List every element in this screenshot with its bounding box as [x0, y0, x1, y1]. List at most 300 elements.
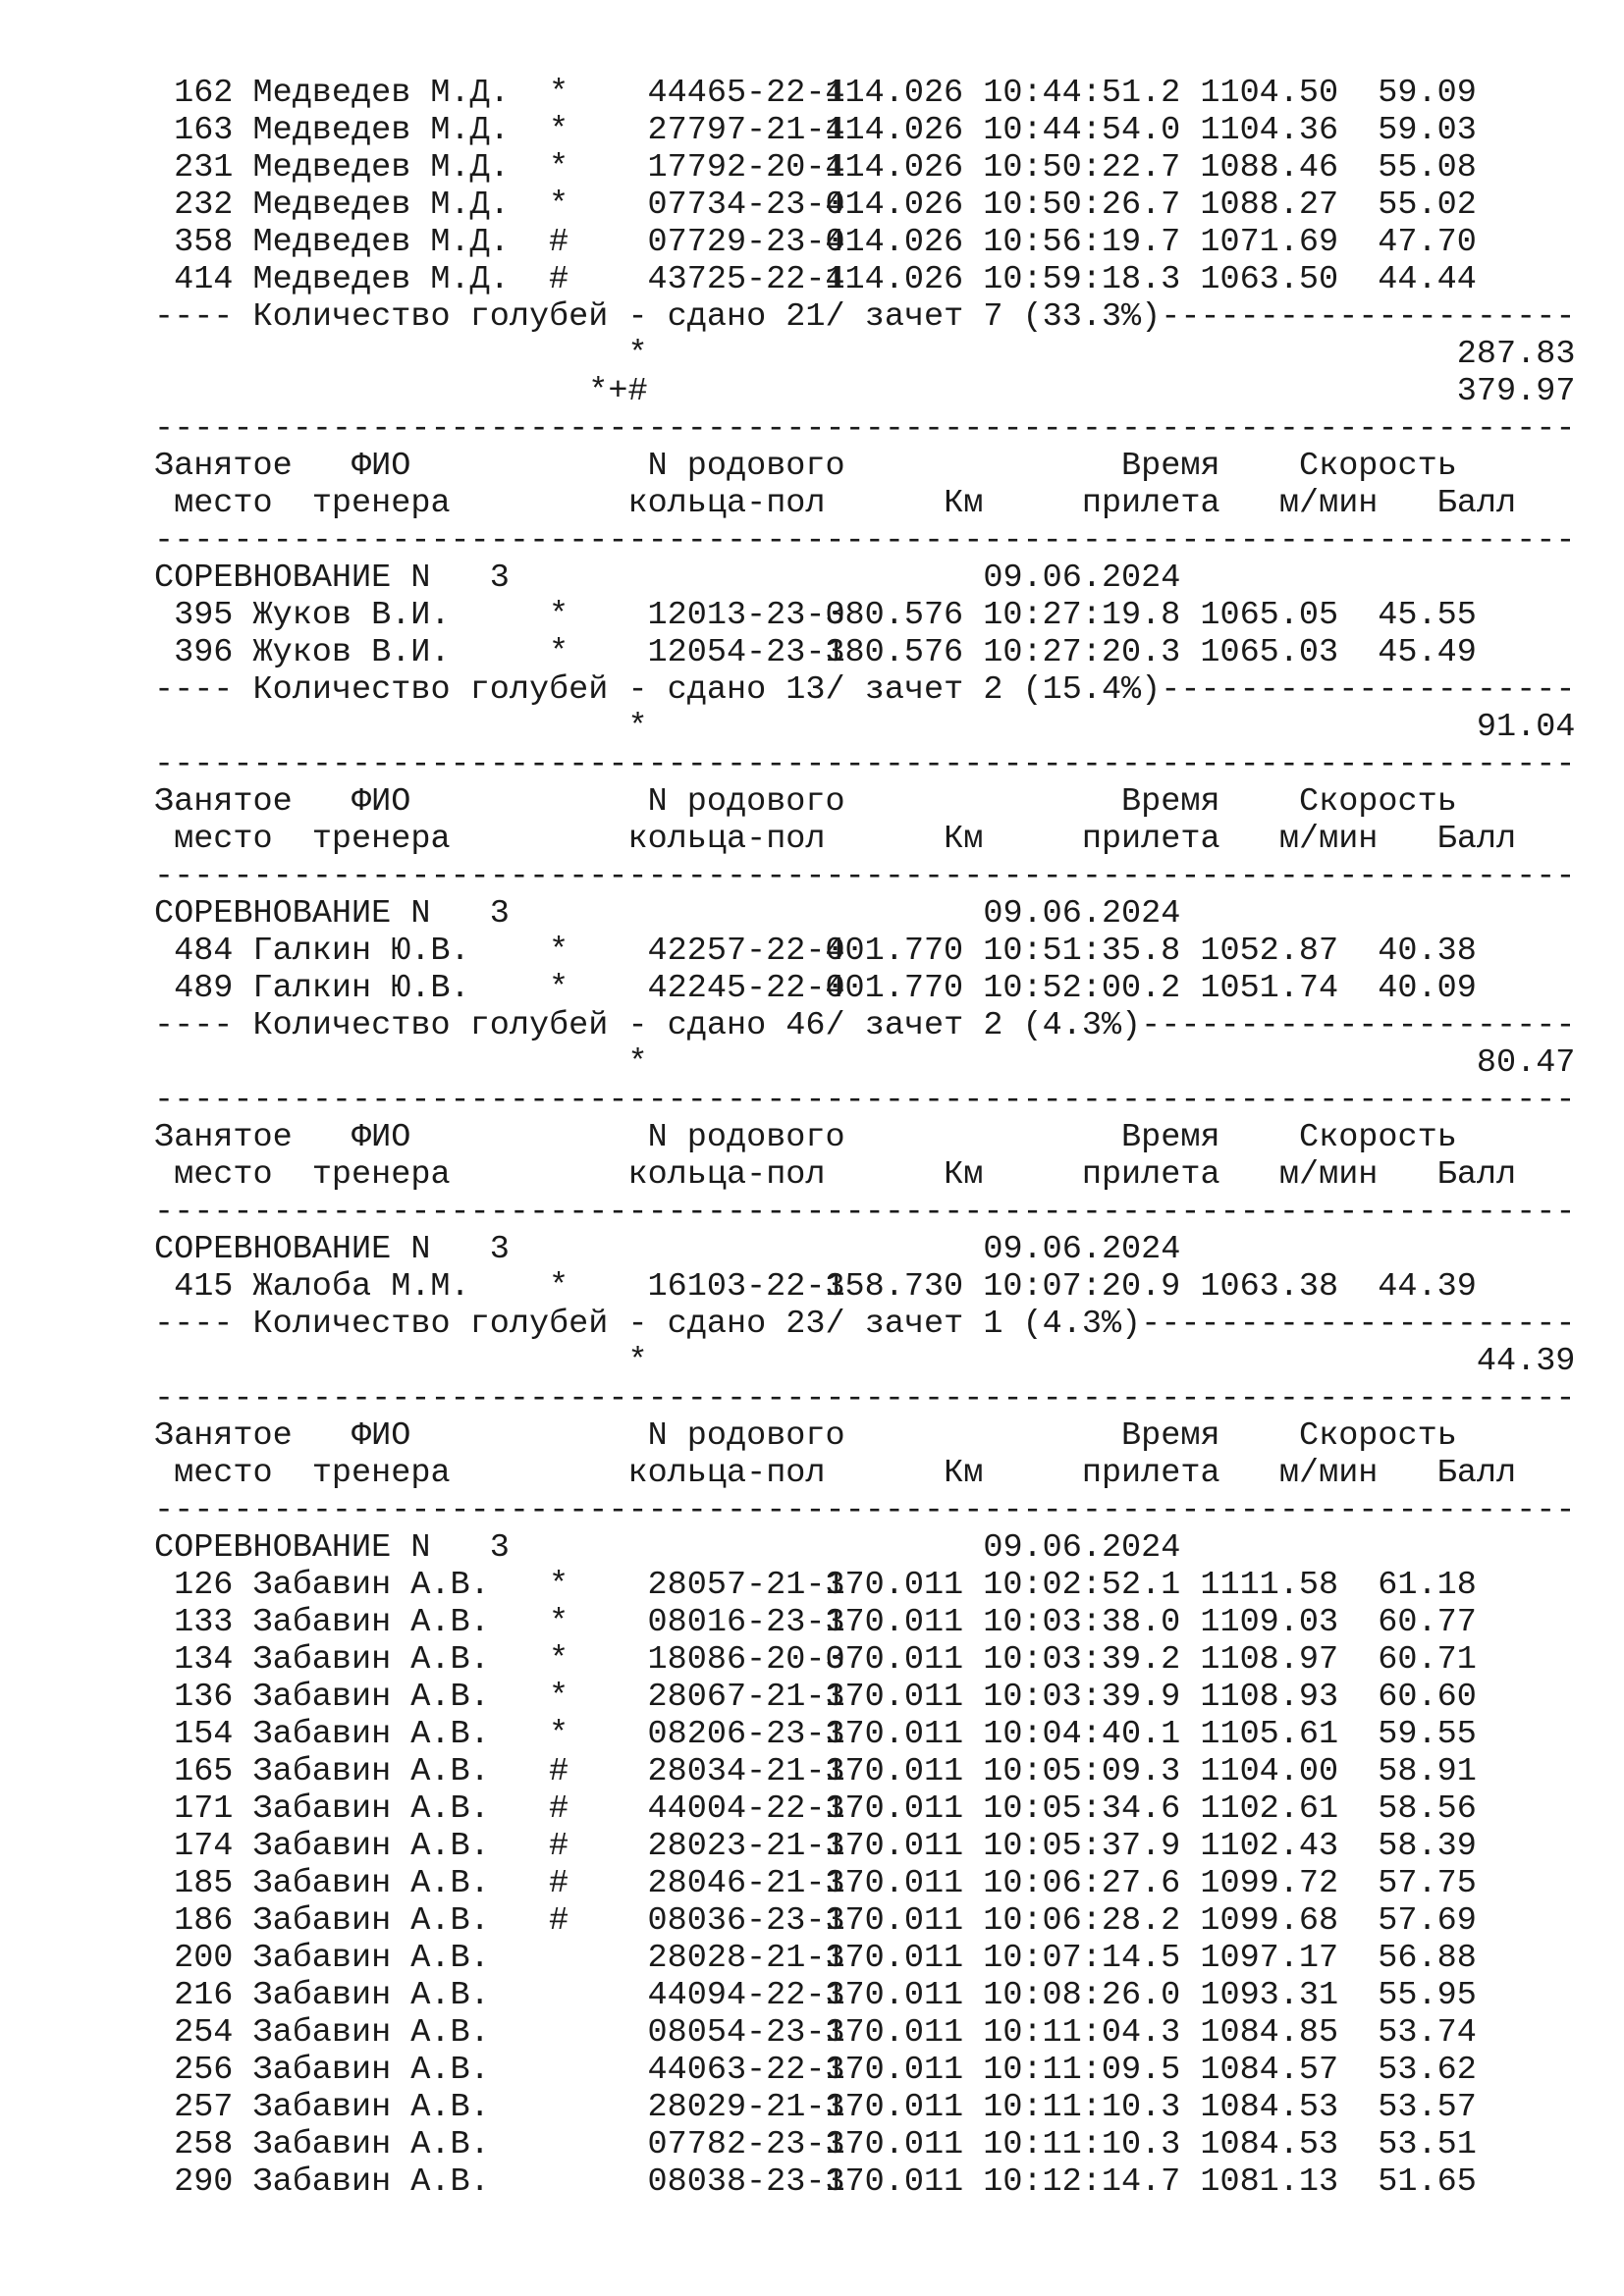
place-cell: 174 — [174, 1828, 234, 1865]
trainer-name-cell: Медведев М.Д. — [252, 112, 510, 149]
distance-cell: 414.026 — [825, 261, 964, 298]
table-row — [154, 597, 1575, 634]
trainer-name-cell: Забавин А.В. — [252, 2163, 490, 2201]
speed-cell: 1104.50 — [1200, 75, 1339, 112]
table-row — [154, 1940, 1575, 1977]
column-header-top: Занятое ФИО N родового Время Скорость — [154, 1119, 1457, 1156]
gap — [233, 1977, 252, 2014]
gap — [233, 1268, 252, 1306]
speed-cell: 1109.03 — [1200, 1604, 1339, 1641]
distance-cell: 370.011 — [825, 2089, 964, 2126]
total-label: * — [154, 336, 648, 373]
speed-cell: 1111.58 — [1200, 1567, 1339, 1604]
speed-cell: 1081.13 — [1200, 2163, 1339, 2201]
trainer-name-cell: Забавин А.В. — [252, 2052, 490, 2089]
place-cell: 290 — [174, 2163, 234, 2201]
distance-cell: 401.770 — [825, 933, 964, 970]
summary-line: ---- Количество голубей - сдано 21/ зачет 7 (33.3%)--------------------- — [154, 298, 1576, 336]
arrival-time-cell: 10:27:19.8 — [983, 597, 1181, 634]
score-cell: 57.75 — [1378, 1865, 1477, 1902]
trainer-name-cell: Жуков В.И. — [252, 597, 451, 634]
total-line — [154, 1343, 1575, 1380]
place-cell: 415 — [174, 1268, 234, 1306]
ring-number-cell: 12013-23-0 — [588, 597, 845, 634]
place-cell: 254 — [174, 2014, 234, 2052]
mark-cell: # — [509, 224, 569, 261]
ring-number-cell: 28046-21-1 — [588, 1865, 845, 1902]
ring-number-cell: 17792-20-1 — [588, 149, 845, 187]
mark-cell: * — [509, 1641, 569, 1679]
score-cell: 60.60 — [1378, 1679, 1477, 1716]
ring-number-cell: 28029-21-1 — [588, 2089, 845, 2126]
table-row — [154, 2089, 1575, 2126]
total-line — [154, 709, 1575, 746]
trainer-name-cell: Забавин А.В. — [252, 1604, 490, 1641]
summary-line: ---- Количество голубей - сдано 23/ зачет 1 (4.3%)---------------------- — [154, 1306, 1576, 1343]
arrival-time-cell: 10:04:40.1 — [983, 1716, 1181, 1753]
separator-rule: ------------------------------------------------------------------------ — [154, 1194, 1576, 1231]
speed-cell: 1093.31 — [1200, 1977, 1339, 2014]
speed-cell: 1099.68 — [1200, 1902, 1339, 1940]
score-cell: 44.44 — [1378, 261, 1477, 298]
ring-number-cell: 44094-22-1 — [588, 1977, 845, 2014]
place-cell: 186 — [174, 1902, 234, 1940]
total-label: *+# — [154, 373, 648, 410]
trainer-name-cell: Забавин А.В. — [252, 1940, 490, 1977]
competition-line: СОРЕВНОВАНИЕ N 3 09.06.2024 — [154, 895, 1181, 933]
ring-number-cell: 44004-22-1 — [588, 1790, 845, 1828]
table-row — [154, 970, 1575, 1007]
score-cell: 45.55 — [1378, 597, 1477, 634]
place-cell: 484 — [174, 933, 234, 970]
table-row — [154, 1902, 1575, 1940]
speed-cell: 1088.46 — [1200, 149, 1339, 187]
place-cell: 257 — [174, 2089, 234, 2126]
score-cell: 58.56 — [1378, 1790, 1477, 1828]
gap — [233, 1604, 252, 1641]
trainer-name-cell: Забавин А.В. — [252, 1865, 490, 1902]
distance-cell: 414.026 — [825, 224, 964, 261]
trainer-name-cell: Забавин А.В. — [252, 1716, 490, 1753]
distance-cell: 370.011 — [825, 2014, 964, 2052]
mark-cell: * — [509, 149, 569, 187]
score-cell: 58.39 — [1378, 1828, 1477, 1865]
gap — [233, 1790, 252, 1828]
table-row — [154, 2126, 1575, 2163]
arrival-time-cell: 10:08:26.0 — [983, 1977, 1181, 2014]
arrival-time-cell: 10:02:52.1 — [983, 1567, 1181, 1604]
trainer-name-cell: Забавин А.В. — [252, 1977, 490, 2014]
table-row — [154, 1679, 1575, 1716]
competition-line: СОРЕВНОВАНИЕ N 3 09.06.2024 — [154, 1231, 1181, 1268]
ring-number-cell: 08016-23-1 — [588, 1604, 845, 1641]
distance-cell: 358.730 — [825, 1268, 964, 1306]
table-row — [154, 634, 1575, 671]
distance-cell: 370.011 — [825, 1865, 964, 1902]
arrival-time-cell: 10:11:04.3 — [983, 2014, 1181, 2052]
place-cell: 165 — [174, 1753, 234, 1790]
distance-cell: 370.011 — [825, 1679, 964, 1716]
separator-rule: ------------------------------------------------------------------------ — [154, 746, 1576, 783]
arrival-time-cell: 10:05:09.3 — [983, 1753, 1181, 1790]
place-cell: 126 — [174, 1567, 234, 1604]
competition-line: СОРЕВНОВАНИЕ N 3 09.06.2024 — [154, 560, 1181, 597]
mark-cell: * — [509, 933, 569, 970]
trainer-name-cell: Забавин А.В. — [252, 1828, 490, 1865]
place-cell: 154 — [174, 1716, 234, 1753]
speed-cell: 1104.36 — [1200, 112, 1339, 149]
distance-cell: 370.011 — [825, 1940, 964, 1977]
summary-line: ---- Количество голубей - сдано 13/ зачет 2 (15.4%)--------------------- — [154, 671, 1576, 709]
mark-cell: # — [509, 1790, 569, 1828]
trainer-name-cell: Медведев М.Д. — [252, 224, 510, 261]
place-cell: 396 — [174, 634, 234, 671]
distance-cell: 414.026 — [825, 149, 964, 187]
speed-cell: 1063.50 — [1200, 261, 1339, 298]
score-cell: 45.49 — [1378, 634, 1477, 671]
place-cell: 200 — [174, 1940, 234, 1977]
score-cell: 53.62 — [1378, 2052, 1477, 2089]
speed-cell: 1102.61 — [1200, 1790, 1339, 1828]
mark-cell: * — [509, 634, 569, 671]
total-label: * — [154, 1343, 648, 1380]
score-cell: 59.09 — [1378, 75, 1477, 112]
distance-cell: 370.011 — [825, 1753, 964, 1790]
column-header-bottom: место тренера кольца-пол Км прилета м/мин Балл — [154, 485, 1517, 522]
arrival-time-cell: 10:50:26.7 — [983, 187, 1181, 224]
gap — [233, 634, 252, 671]
gap — [233, 112, 252, 149]
table-row — [154, 1567, 1575, 1604]
place-cell: 395 — [174, 597, 234, 634]
speed-cell: 1104.00 — [1200, 1753, 1339, 1790]
ring-number-cell: 08054-23-1 — [588, 2014, 845, 2052]
gap — [233, 2089, 252, 2126]
arrival-time-cell: 10:27:20.3 — [983, 634, 1181, 671]
mark-cell: * — [509, 1268, 569, 1306]
arrival-time-cell: 10:50:22.7 — [983, 149, 1181, 187]
ring-number-cell: 42257-22-0 — [588, 933, 845, 970]
table-row — [154, 187, 1575, 224]
place-cell: 185 — [174, 1865, 234, 1902]
speed-cell: 1052.87 — [1200, 933, 1339, 970]
total-line — [154, 1044, 1575, 1082]
ring-number-cell: 16103-22-1 — [588, 1268, 845, 1306]
mark-cell: * — [509, 1716, 569, 1753]
gap — [233, 149, 252, 187]
total-value: 287.83 — [1456, 336, 1576, 373]
table-row — [154, 149, 1575, 187]
arrival-time-cell: 10:07:20.9 — [983, 1268, 1181, 1306]
arrival-time-cell: 10:07:14.5 — [983, 1940, 1181, 1977]
mark-cell: * — [509, 1679, 569, 1716]
score-cell: 55.02 — [1378, 187, 1477, 224]
table-row — [154, 1977, 1575, 2014]
mark-cell: * — [509, 112, 569, 149]
trainer-name-cell: Забавин А.В. — [252, 1790, 490, 1828]
table-row — [154, 1865, 1575, 1902]
gap — [233, 187, 252, 224]
gap — [233, 1641, 252, 1679]
mark-cell: * — [509, 1567, 569, 1604]
distance-cell: 414.026 — [825, 75, 964, 112]
trainer-name-cell: Забавин А.В. — [252, 1641, 490, 1679]
arrival-time-cell: 10:52:00.2 — [983, 970, 1181, 1007]
distance-cell: 370.011 — [825, 1977, 964, 2014]
arrival-time-cell: 10:05:37.9 — [983, 1828, 1181, 1865]
trainer-name-cell: Жалоба М.М. — [252, 1268, 470, 1306]
arrival-time-cell: 10:03:39.2 — [983, 1641, 1181, 1679]
total-value: 44.39 — [1476, 1343, 1576, 1380]
distance-cell: 370.011 — [825, 1828, 964, 1865]
score-cell: 59.03 — [1378, 112, 1477, 149]
place-cell: 162 — [174, 75, 234, 112]
score-cell: 44.39 — [1378, 1268, 1477, 1306]
score-cell: 53.74 — [1378, 2014, 1477, 2052]
trainer-name-cell: Забавин А.В. — [252, 1902, 490, 1940]
table-row — [154, 1790, 1575, 1828]
table-row — [154, 261, 1575, 298]
ring-number-cell: 43725-22-1 — [588, 261, 845, 298]
score-cell: 58.91 — [1378, 1753, 1477, 1790]
ring-number-cell: 28028-21-1 — [588, 1940, 845, 1977]
gap — [233, 261, 252, 298]
speed-cell: 1084.85 — [1200, 2014, 1339, 2052]
place-cell: 414 — [174, 261, 234, 298]
total-line — [154, 373, 1575, 410]
trainer-name-cell: Забавин А.В. — [252, 1753, 490, 1790]
ring-number-cell: 28057-21-1 — [588, 1567, 845, 1604]
place-cell: 489 — [174, 970, 234, 1007]
table-row — [154, 75, 1575, 112]
trainer-name-cell: Забавин А.В. — [252, 1567, 490, 1604]
mark-cell: * — [509, 1604, 569, 1641]
distance-cell: 401.770 — [825, 970, 964, 1007]
place-cell: 136 — [174, 1679, 234, 1716]
table-row — [154, 2163, 1575, 2201]
ring-number-cell: 12054-23-1 — [588, 634, 845, 671]
mark-cell: * — [509, 75, 569, 112]
place-cell: 134 — [174, 1641, 234, 1679]
distance-cell: 370.011 — [825, 1567, 964, 1604]
place-cell: 216 — [174, 1977, 234, 2014]
mark-cell: # — [509, 1753, 569, 1790]
gap — [233, 1753, 252, 1790]
trainer-name-cell: Забавин А.В. — [252, 2014, 490, 2052]
arrival-time-cell: 10:06:28.2 — [983, 1902, 1181, 1940]
column-header-bottom: место тренера кольца-пол Км прилета м/мин Балл — [154, 1156, 1517, 1194]
table-row — [154, 933, 1575, 970]
gap — [233, 224, 252, 261]
ring-number-cell: 44465-22-1 — [588, 75, 845, 112]
distance-cell: 370.011 — [825, 2052, 964, 2089]
ring-number-cell: 07729-23-0 — [588, 224, 845, 261]
total-value: 91.04 — [1476, 709, 1576, 746]
ring-number-cell: 08038-23-1 — [588, 2163, 845, 2201]
ring-number-cell: 07734-23-0 — [588, 187, 845, 224]
speed-cell: 1071.69 — [1200, 224, 1339, 261]
trainer-name-cell: Медведев М.Д. — [252, 149, 510, 187]
arrival-time-cell: 10:51:35.8 — [983, 933, 1181, 970]
arrival-time-cell: 10:11:10.3 — [983, 2089, 1181, 2126]
score-cell: 59.55 — [1378, 1716, 1477, 1753]
column-header-bottom: место тренера кольца-пол Км прилета м/мин Балл — [154, 1455, 1517, 1492]
trainer-name-cell: Жуков В.И. — [252, 634, 451, 671]
table-row — [154, 1716, 1575, 1753]
gap — [233, 1716, 252, 1753]
distance-cell: 414.026 — [825, 112, 964, 149]
table-row — [154, 2014, 1575, 2052]
arrival-time-cell: 10:12:14.7 — [983, 2163, 1181, 2201]
place-cell: 232 — [174, 187, 234, 224]
column-header-top: Занятое ФИО N родового Время Скорость — [154, 783, 1457, 821]
distance-cell: 380.576 — [825, 597, 964, 634]
trainer-name-cell: Медведев М.Д. — [252, 75, 510, 112]
gap — [233, 1828, 252, 1865]
trainer-name-cell: Медведев М.Д. — [252, 187, 510, 224]
trainer-name-cell: Галкин Ю.В. — [252, 970, 470, 1007]
separator-rule: ------------------------------------------------------------------------ — [154, 522, 1576, 560]
table-row — [154, 1828, 1575, 1865]
score-cell: 57.69 — [1378, 1902, 1477, 1940]
speed-cell: 1084.53 — [1200, 2089, 1339, 2126]
arrival-time-cell: 10:44:51.2 — [983, 75, 1181, 112]
place-cell: 133 — [174, 1604, 234, 1641]
distance-cell: 370.011 — [825, 1790, 964, 1828]
ring-number-cell: 28034-21-1 — [588, 1753, 845, 1790]
pigeon-race-report — [154, 75, 1575, 2201]
place-cell: 163 — [174, 112, 234, 149]
score-cell: 40.09 — [1378, 970, 1477, 1007]
speed-cell: 1108.93 — [1200, 1679, 1339, 1716]
distance-cell: 370.011 — [825, 1604, 964, 1641]
table-row — [154, 2052, 1575, 2089]
total-label: * — [154, 1044, 648, 1082]
arrival-time-cell: 10:59:18.3 — [983, 261, 1181, 298]
ring-number-cell: 28023-21-1 — [588, 1828, 845, 1865]
summary-line: ---- Количество голубей - сдано 46/ зачет 2 (4.3%)---------------------- — [154, 1007, 1576, 1044]
score-cell: 53.51 — [1378, 2126, 1477, 2163]
arrival-time-cell: 10:11:10.3 — [983, 2126, 1181, 2163]
arrival-time-cell: 10:03:38.0 — [983, 1604, 1181, 1641]
ring-number-cell: 07782-23-1 — [588, 2126, 845, 2163]
speed-cell: 1088.27 — [1200, 187, 1339, 224]
gap — [233, 2126, 252, 2163]
score-cell: 47.70 — [1378, 224, 1477, 261]
gap — [233, 970, 252, 1007]
column-header-top: Занятое ФИО N родового Время Скорость — [154, 1417, 1457, 1455]
arrival-time-cell: 10:56:19.7 — [983, 224, 1181, 261]
gap — [233, 2014, 252, 2052]
score-cell: 51.65 — [1378, 2163, 1477, 2201]
speed-cell: 1084.57 — [1200, 2052, 1339, 2089]
ring-number-cell: 42245-22-0 — [588, 970, 845, 1007]
table-row — [154, 112, 1575, 149]
ring-number-cell: 44063-22-1 — [588, 2052, 845, 2089]
separator-rule: ------------------------------------------------------------------------ — [154, 1492, 1576, 1529]
distance-cell: 370.011 — [825, 1716, 964, 1753]
trainer-name-cell: Забавин А.В. — [252, 2089, 490, 2126]
table-row — [154, 1641, 1575, 1679]
gap — [233, 75, 252, 112]
speed-cell: 1065.03 — [1200, 634, 1339, 671]
trainer-name-cell: Медведев М.Д. — [252, 261, 510, 298]
place-cell: 358 — [174, 224, 234, 261]
trainer-name-cell: Забавин А.В. — [252, 2126, 490, 2163]
score-cell: 53.57 — [1378, 2089, 1477, 2126]
ring-number-cell: 08206-23-1 — [588, 1716, 845, 1753]
speed-cell: 1099.72 — [1200, 1865, 1339, 1902]
score-cell: 40.38 — [1378, 933, 1477, 970]
ring-number-cell: 08036-23-1 — [588, 1902, 845, 1940]
place-cell: 231 — [174, 149, 234, 187]
distance-cell: 370.011 — [825, 2163, 964, 2201]
trainer-name-cell: Забавин А.В. — [252, 1679, 490, 1716]
mark-cell: # — [509, 1902, 569, 1940]
mark-cell: # — [509, 261, 569, 298]
total-value: 379.97 — [1456, 373, 1576, 410]
gap — [233, 2163, 252, 2201]
gap — [233, 2052, 252, 2089]
mark-cell: * — [509, 597, 569, 634]
column-header-bottom: место тренера кольца-пол Км прилета м/мин Балл — [154, 821, 1517, 858]
arrival-time-cell: 10:44:54.0 — [983, 112, 1181, 149]
ring-number-cell: 28067-21-1 — [588, 1679, 845, 1716]
score-cell: 60.71 — [1378, 1641, 1477, 1679]
speed-cell: 1051.74 — [1200, 970, 1339, 1007]
gap — [233, 1902, 252, 1940]
gap — [233, 933, 252, 970]
mark-cell: * — [509, 970, 569, 1007]
speed-cell: 1105.61 — [1200, 1716, 1339, 1753]
total-value: 80.47 — [1476, 1044, 1576, 1082]
score-cell: 55.08 — [1378, 149, 1477, 187]
speed-cell: 1108.97 — [1200, 1641, 1339, 1679]
speed-cell: 1084.53 — [1200, 2126, 1339, 2163]
arrival-time-cell: 10:06:27.6 — [983, 1865, 1181, 1902]
speed-cell: 1063.38 — [1200, 1268, 1339, 1306]
gap — [233, 1865, 252, 1902]
table-row — [154, 1604, 1575, 1641]
score-cell: 56.88 — [1378, 1940, 1477, 1977]
mark-cell: * — [509, 187, 569, 224]
speed-cell: 1097.17 — [1200, 1940, 1339, 1977]
distance-cell: 414.026 — [825, 187, 964, 224]
speed-cell: 1065.05 — [1200, 597, 1339, 634]
distance-cell: 370.011 — [825, 2126, 964, 2163]
place-cell: 256 — [174, 2052, 234, 2089]
competition-line: СОРЕВНОВАНИЕ N 3 09.06.2024 — [154, 1529, 1181, 1567]
total-label: * — [154, 709, 648, 746]
gap — [233, 597, 252, 634]
table-row — [154, 224, 1575, 261]
separator-rule: ------------------------------------------------------------------------ — [154, 1380, 1576, 1417]
gap — [233, 1567, 252, 1604]
place-cell: 258 — [174, 2126, 234, 2163]
arrival-time-cell: 10:05:34.6 — [983, 1790, 1181, 1828]
place-cell: 171 — [174, 1790, 234, 1828]
speed-cell: 1102.43 — [1200, 1828, 1339, 1865]
distance-cell: 370.011 — [825, 1641, 964, 1679]
table-row — [154, 1753, 1575, 1790]
score-cell: 60.77 — [1378, 1604, 1477, 1641]
separator-rule: ------------------------------------------------------------------------ — [154, 1082, 1576, 1119]
column-header-top: Занятое ФИО N родового Время Скорость — [154, 448, 1457, 485]
mark-cell: # — [509, 1828, 569, 1865]
ring-number-cell: 18086-20-0 — [588, 1641, 845, 1679]
separator-rule: ------------------------------------------------------------------------ — [154, 858, 1576, 895]
arrival-time-cell: 10:03:39.9 — [983, 1679, 1181, 1716]
